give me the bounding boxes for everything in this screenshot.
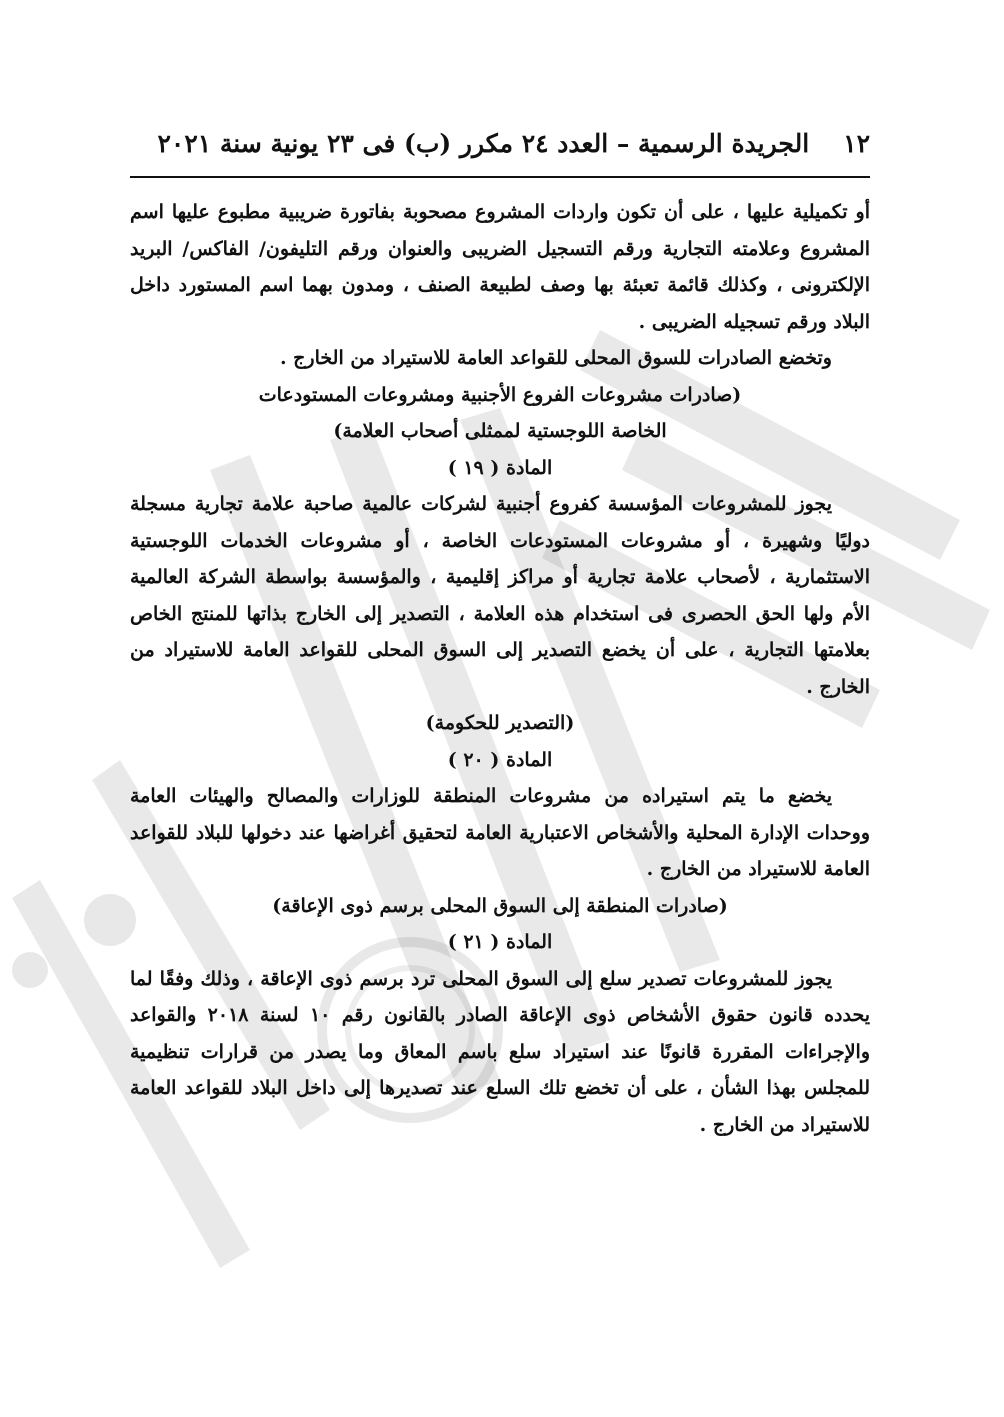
section-heading-19-line2: الخاصة اللوجستية لممثلى أصحاب العلامة) bbox=[333, 420, 667, 442]
paragraph-article-21: يجوز للمشروعات تصدير سلع إلى السوق المحلى ترد برسم ذوى الإعاقة ، وذلك وفقًا لما يحدده قانون حقوق الأشخاص ذوى الإعاقة الصادر بالقانون رقم ١٠ لسنة ٢٠١٨ والقواعد والإجراءات المقررة قانونًا عند استيراد سلع باسم المعاق وما يصدر من قرارات تنظيمية للمجلس بهذا الشأن ، على أن تخضع تلك السلع عند تصديرها إلى داخل البلاد للقواعد العامة للاستيراد من الخارج . bbox=[130, 967, 871, 1136]
header-divider bbox=[130, 176, 870, 178]
section-heading-21: (صادرات المنطقة إلى السوق المحلى برسم ذوى الإعاقة) bbox=[272, 894, 728, 917]
section-heading-19-line1: (صادرات مشروعات الفروع الأجنبية ومشروعات المستودعات bbox=[258, 383, 742, 406]
page-body bbox=[130, 194, 870, 1143]
paragraph-article-20: يخضع ما يتم استيراده من مشروعات المنطقة للوزارات والمصالح والهيئات العامة ووحدات الإدارة المحلية والأشخاص الاعتبارية العامة لتحقيق أغراضها عند دخولها للبلاد للقواعد العامة للاستيراد من الخارج . bbox=[130, 785, 870, 880]
article-21-title: المادة ( ٢١ ) bbox=[447, 931, 553, 953]
page-header bbox=[130, 118, 870, 170]
paragraph-2: وتخضع الصادرات للسوق المحلى للقواعد العامة للاستيراد من الخارج . bbox=[279, 347, 832, 369]
paragraph-1: أو تكميلية عليها ، على أن تكون واردات المشروع مصحوبة بفاتورة ضريبية مطبوع عليها اسم المشروع وعلامته التجارية ورقم التسجيل الضريبى والعنوان ورقم التليفون/ الفاكس/ البريد الإلكترونى ، وكذلك قائمة تعبئة بها وصف لطبيعة الصنف ، ومدون بهما اسم المستورد داخل البلاد ورقم تسجيله الضريبى . bbox=[130, 201, 870, 333]
publication-title: الجريدة الرسمية – العدد ٢٤ مكرر (ب) فى ٢٣ يونية سنة ٢٠٢١ bbox=[157, 129, 810, 158]
page-number: ١٢ bbox=[843, 129, 870, 158]
article-20-title: المادة ( ٢٠ ) bbox=[447, 748, 553, 771]
paragraph-article-19: يجوز للمشروعات المؤسسة كفروع أجنبية لشركات عالمية صاحبة علامة تجارية مسجلة دوليًا وشهيرة ، أو مشروعات المستودعات الخاصة ، أو مشروعات الخدمات اللوجستية الاستثمارية ، لأصحاب علامة تجارية أو مراكز إقليمية ، والمؤسسة بواسطة الشركة العالمية الأم ولها الحق الحصرى فى استخدام هذه العلامة ، التصدير إلى الخارج بذاتها للمنتج الخاص بعلامتها التجارية ، على أن يخضع التصدير إلى السوق المحلى للقواعد العامة للاستيراد من الخارج . bbox=[130, 493, 870, 698]
section-heading-20: (التصدير للحكومة) bbox=[425, 712, 575, 734]
article-19-title: المادة ( ١٩ ) bbox=[447, 456, 553, 479]
gazette-page bbox=[130, 118, 870, 1143]
